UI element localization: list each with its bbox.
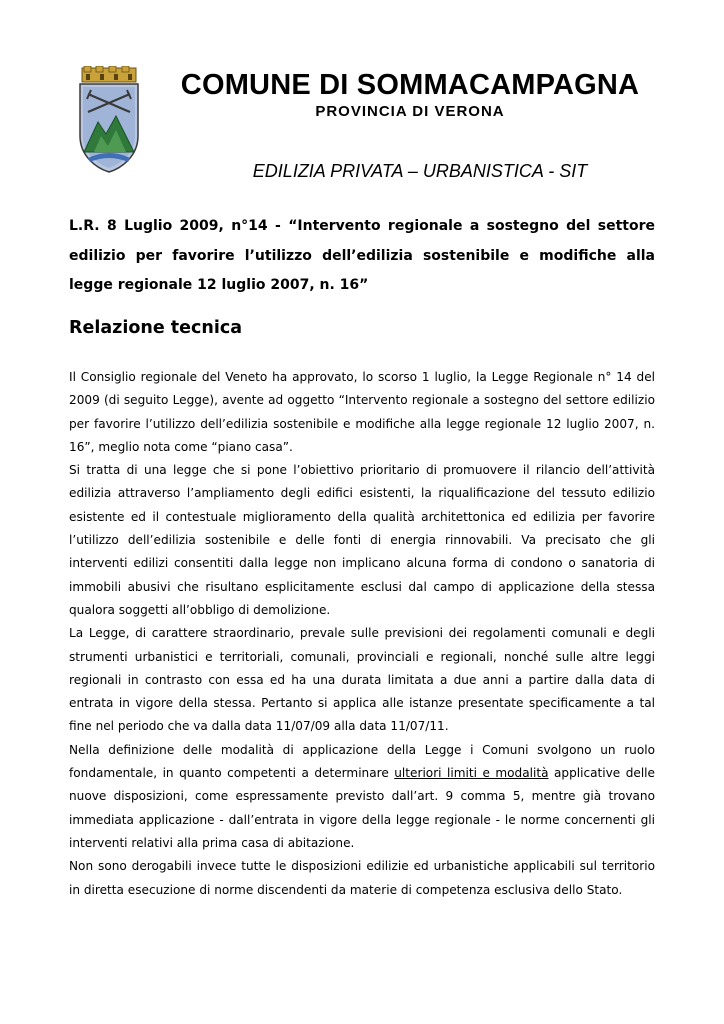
paragraph-text: applicative delle nuove disposizioni, come espressamente previsto dall’art. 9 comma 5, mentre già trovano immediata applicazione - dall’entrata in vigore della legge regionale - le norme concernenti gli interventi relativi alla prima casa di abitazione. [69,766,655,850]
document-body [69,366,655,902]
paragraph: Non sono derogabili invece tutte le disposizioni edilizie ed urbanistiche applicabili sul territorio in diretta esecuzione di norme discendenti da materie di competenza esclusiva dello Stato. [69,859,655,897]
paragraph: Si tratta di una legge che si pone l’obiettivo prioritario di promuovere il rilancio dell’attività edilizia attraverso l’ampliamento degli edifici esistenti, la riqualificazione del tessuto edilizio esistente ed il contestuale miglioramento della qualità architettonica ed edilizia per favorire l’utilizzo dell’edilizia sostenibile e delle fonti di energia rinnovabili. Va precisato che gli interventi edilizi consentiti dalla legge non implicano alcuna forma di condono o sanatoria di immobili abusivi che risultano esplicitamente esclusi dal campo di applicazione della stessa qualora soggetti all’obbligo di demolizione. [69,463,655,617]
organization-name: COMUNE DI SOMMACAMPAGNA [180,69,640,101]
law-title: L.R. 8 Luglio 2009, n°14 - “Intervento regionale a sostegno del settore edilizio per favorire l’utilizzo dell’edilizia sostenibile e modifiche alla legge regionale 12 luglio 2007, n. 16” [69,218,655,293]
province-name: PROVINCIA DI VERONA [315,103,505,120]
coat-of-arms-icon [76,66,142,174]
paragraph-text: Nella definizione delle modalità di applicazione della Legge i Comuni svolgono un ruolo fondamentale, in quanto competenti a determinare [69,742,655,781]
section-title: Relazione tecnica [69,318,243,338]
paragraph: Il Consiglio regionale del Veneto ha approvato, lo scorso 1 luglio, la Legge Regionale n° 14 del 2009 (di seguito Legge), avente ad oggetto “Intervento regionale a sostegno del settore edilizio per favorire l’utilizzo dell’edilizia sostenibile e modifiche alla legge regionale 12 luglio 2007, n. 16”, meglio nota come “piano casa”. [69,370,655,454]
underlined-text: ulteriori limiti e modalità [394,766,549,781]
department-name: EDILIZIA PRIVATA – URBANISTICA - SIT [252,161,588,181]
paragraph [69,739,655,855]
paragraph: La Legge, di carattere straordinario, prevale sulle previsioni dei regolamenti comunali e degli strumenti urbanistici e territoriali, comunali, provinciali e regionali, nonché sulle altre leggi regionali in contrasto con essa ed ha una durata limitata a due anni a partire dalla data di entrata in vigore della stessa. Pertanto si applica alle istanze presentate specificamente a tal fine nel periodo che va dalla data 11/07/09 alla data 11/07/11. [69,626,655,734]
